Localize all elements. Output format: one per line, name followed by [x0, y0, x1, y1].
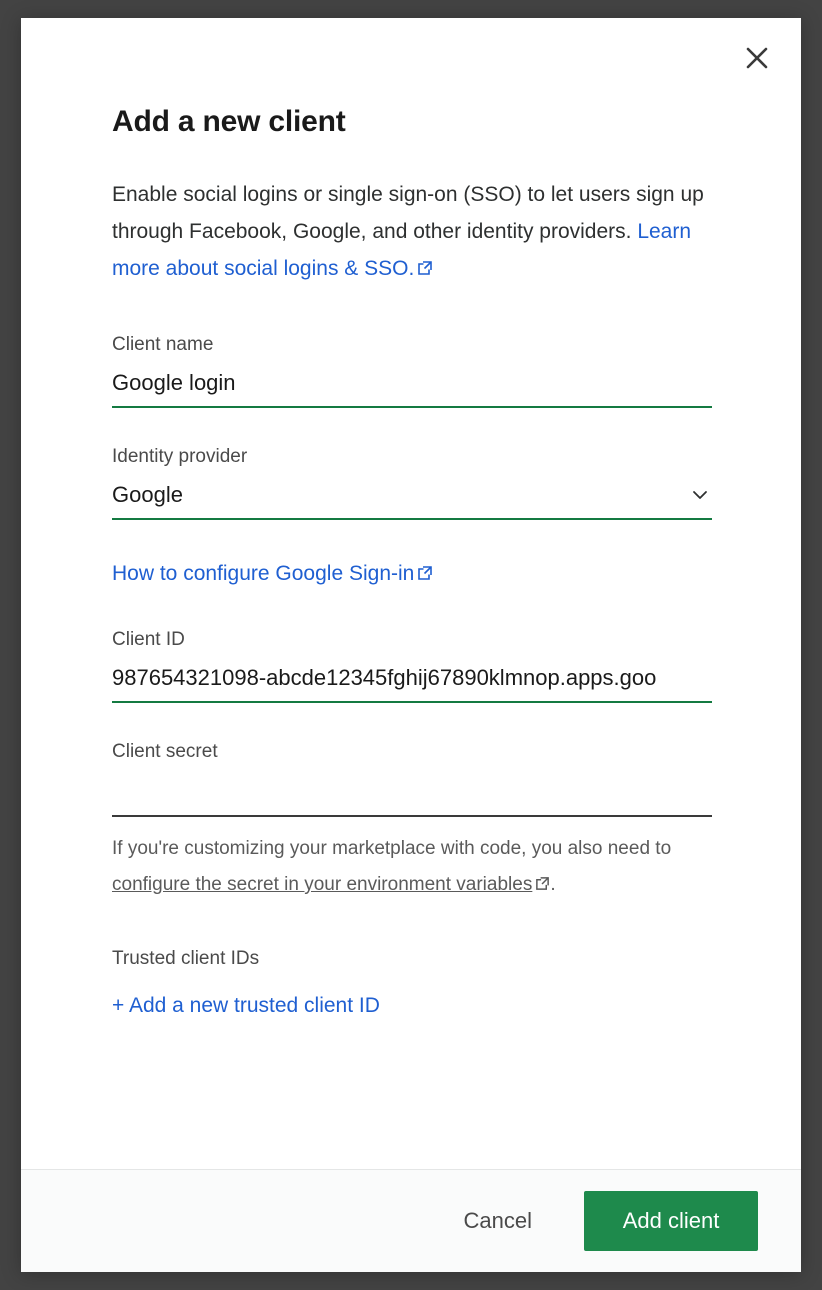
client-secret-help-before: If you're customizing your marketplace with code, you also need to [112, 838, 672, 859]
how-to-configure-link[interactable] [112, 560, 433, 589]
identity-provider-field [112, 444, 733, 520]
client-secret-field [112, 739, 733, 904]
client-id-input[interactable] [112, 659, 712, 703]
trusted-client-ids-label: Trusted client IDs [112, 948, 260, 969]
trusted-client-ids-section [112, 946, 733, 1020]
client-secret-input[interactable] [112, 771, 712, 817]
close-icon-glyph [744, 45, 770, 71]
add-trusted-client-id-link[interactable]: + Add a new trusted client ID [112, 994, 380, 1017]
intro-text-body: Enable social logins or single sign-on (SSO) to let users sign up through Facebook, Google, and other identity providers. [112, 183, 704, 243]
client-secret-help-text [112, 831, 716, 904]
add-client-modal [21, 18, 801, 1272]
client-id-field [112, 627, 733, 703]
client-secret-help-after: . [550, 874, 556, 895]
external-link-icon [535, 868, 550, 904]
external-link-icon [417, 561, 433, 589]
client-id-label: Client ID [112, 629, 185, 650]
client-name-field [112, 332, 733, 408]
configure-secret-link[interactable] [112, 874, 550, 895]
page-title: Add a new client [112, 105, 346, 138]
configure-secret-label: configure the secret in your environment variables [112, 874, 533, 895]
identity-provider-select-wrap [112, 476, 712, 520]
intro-text [112, 176, 716, 288]
client-secret-label: Client secret [112, 741, 218, 762]
cancel-button[interactable]: Cancel [434, 1194, 562, 1248]
close-icon[interactable] [735, 36, 779, 80]
add-client-button[interactable]: Add client [584, 1191, 758, 1251]
modal-footer [21, 1169, 801, 1272]
how-to-configure-label: How to configure Google Sign-in [112, 562, 415, 585]
client-name-label: Client name [112, 334, 214, 355]
identity-provider-label: Identity provider [112, 446, 248, 467]
external-link-icon [417, 251, 433, 288]
client-name-input[interactable] [112, 364, 712, 408]
identity-provider-select[interactable] [112, 476, 712, 520]
learn-more-sso-label: Learn more about social logins & SSO. [112, 220, 692, 280]
modal-body [21, 18, 801, 1169]
